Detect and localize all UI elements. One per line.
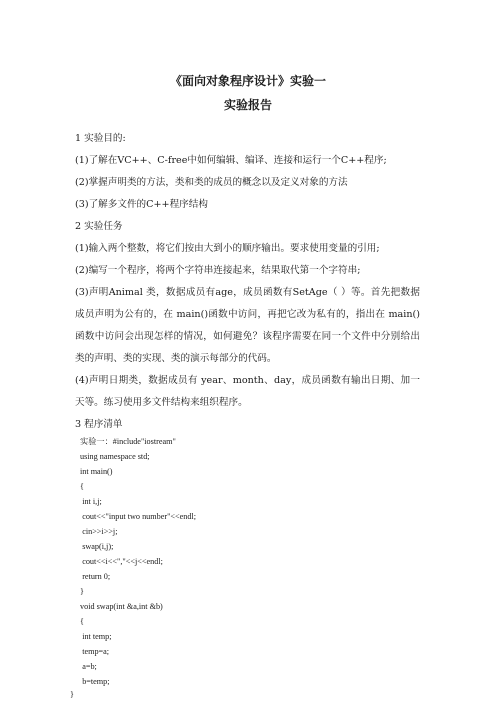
code-line: cout<<"input two number"<<endl; xyxy=(74,512,197,521)
task-item: (4)声明日期类，数据成员有 year、month、day，成员函数有输出日期、加一天等。练习使用多文件结构来组织程序。 xyxy=(75,375,420,408)
code-line: int temp; xyxy=(74,632,112,641)
task-item: (1)输入两个整数，将它们按由大到小的顺序输出。要求使用变量的引用; xyxy=(75,243,380,254)
code-line: } xyxy=(80,587,84,596)
code-line: int i,j; xyxy=(74,497,102,506)
code-line: a=b; xyxy=(74,662,97,671)
code-line: temp=a; xyxy=(74,647,110,656)
code-line: int main() xyxy=(80,467,113,476)
purpose-heading: 1 实验目的: xyxy=(75,133,126,144)
code-line: } xyxy=(70,690,74,699)
code-line: return 0; xyxy=(74,572,111,581)
code-line: swap(i,j); xyxy=(74,542,114,551)
code-line: cout<<i<<","<<j<<endl; xyxy=(74,557,163,566)
tasks-heading: 2 实验任务 xyxy=(75,221,123,232)
listing-heading: 3 程序清单 xyxy=(75,419,123,430)
code-line: using namespace std; xyxy=(80,452,150,461)
document-title: 《面向对象程序设计》实验一 xyxy=(169,74,326,88)
code-line: { xyxy=(80,617,84,626)
document-subtitle: 实验报告 xyxy=(223,98,272,112)
purpose-item: (3)了解多文件的C++程序结构 xyxy=(75,199,208,210)
task-item: (2)编写一个程序，将两个字符串连接起来，结果取代第一个字符串; xyxy=(75,265,361,276)
task-item: (3)声明Animal 类，数据成员有age，成员函数有SetAge（ ）等。首先把数据成员声明为公有的，在 main()函数中访问，再把它改为私有的，指出在 main()函数中访问会出现怎样的情况，如何避免？该程序需要在同一个文件中分别给出类的声明、类的实现、类的演示每部分的代码。 xyxy=(75,287,420,364)
purpose-item: (2)掌握声明类的方法，类和类的成员的概念以及定义对象的方法 xyxy=(75,177,348,188)
code-line: void swap(int &a,int &b) xyxy=(80,602,163,611)
code-line: b=temp; xyxy=(74,677,110,686)
code-line: { xyxy=(80,482,84,491)
code-line: 实验一：#include"iostream" xyxy=(80,437,176,446)
purpose-item: (1)了解在VC++、C-free中如何编辑、编译、连接和运行一个C++程序; xyxy=(75,155,387,166)
code-line: cin>>i>>j; xyxy=(74,527,118,536)
